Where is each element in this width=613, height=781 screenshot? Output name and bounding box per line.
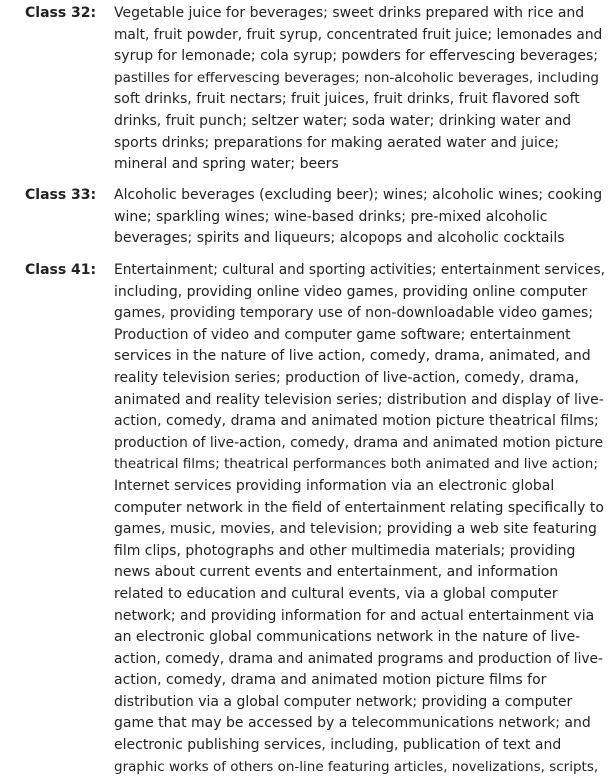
description-line: syrup for lemonade; cola syrup; powders for effervescing beverages; <box>114 48 598 65</box>
class-description <box>114 260 606 778</box>
description-line: games, providing temporary use of non-downloadable video games; <box>114 305 594 322</box>
description-line: drinks, fruit punch; seltzer water; soda water; drinking water and <box>114 112 572 129</box>
class-description <box>114 185 603 250</box>
description-line: production of live-action, comedy, drama and animated motion picture <box>114 434 604 451</box>
description-line: action, comedy, drama and animated programs and production of live- <box>114 650 603 667</box>
description-line: Entertainment; cultural and sporting activities; entertainment services, <box>114 262 606 278</box>
description-line: theatrical films; theatrical performances both animated and live action; <box>114 456 598 473</box>
description-line: electronic publishing services, including, publication of text and <box>114 737 562 754</box>
description-line: beverages; spirits and liqueurs; alcopops and alcoholic cocktails <box>114 230 565 247</box>
description-line: related to education and cultural events, via a global computer <box>114 585 558 602</box>
description-line: Production of video and computer game software; entertainment <box>114 326 571 343</box>
description-line: graphic works of others on-line featuring articles, novelizations, scripts, <box>114 758 599 775</box>
description-line: animated and reality television series; distribution and display of live- <box>114 391 604 408</box>
class-label: Class 33: <box>25 187 97 203</box>
description-line: Vegetable juice for beverages; sweet drinks prepared with rice and <box>114 5 585 21</box>
class-label: Class 32: <box>25 5 97 21</box>
class-label: Class 41: <box>25 262 97 278</box>
description-line: action, comedy, drama and animated motion picture films for <box>114 672 547 689</box>
class-description <box>114 3 603 176</box>
description-line: pastilles for effervescing beverages; non-alcoholic beverages, including <box>114 69 599 86</box>
description-line: distribution via a global computer network; providing a computer <box>114 693 573 710</box>
description-line: news about current events and entertainment, and information <box>114 564 559 581</box>
description-line: game that may be accessed by a telecommunications network; and <box>114 715 591 732</box>
description-line: reality television series; production of live-action, comedy, drama, <box>114 369 579 386</box>
description-line: film clips, photographs and other multimedia materials; providing <box>114 542 576 559</box>
description-line: malt, fruit powder, fruit syrup, concentrated fruit juice; lemonades and <box>114 26 603 43</box>
description-line: Alcoholic beverages (excluding beer); wines; alcoholic wines; cooking <box>114 187 603 203</box>
description-line: network; and providing information for and actual entertainment via <box>114 607 595 624</box>
class-entry-41 <box>0 260 613 781</box>
class-entry-32 <box>0 3 613 178</box>
description-line: computer network in the field of entertainment relating specifically to <box>114 499 604 516</box>
description-line: an electronic global communications network in the nature of live- <box>114 629 581 646</box>
description-line: services in the nature of live action, comedy, drama, animated, and <box>114 348 591 365</box>
description-line: Internet services providing information via an electronic global <box>114 477 555 494</box>
description-line: mineral and spring water; beers <box>114 156 339 173</box>
description-line: wine; sparkling wines; wine-based drinks; pre-mixed alcoholic <box>114 208 548 225</box>
description-line: games, music, movies, and television; providing a web site featuring <box>114 521 597 538</box>
description-line: action, comedy, drama and animated motion picture theatrical films; <box>114 413 599 430</box>
class-entry-33 <box>0 185 613 251</box>
description-line: soft drinks, fruit nectars; fruit juices, fruit drinks, fruit flavored soft <box>114 91 580 108</box>
description-line: sports drinks; preparations for making aerated water and juice; <box>114 134 559 151</box>
description-line: including, providing online video games, providing online computer <box>114 283 588 300</box>
